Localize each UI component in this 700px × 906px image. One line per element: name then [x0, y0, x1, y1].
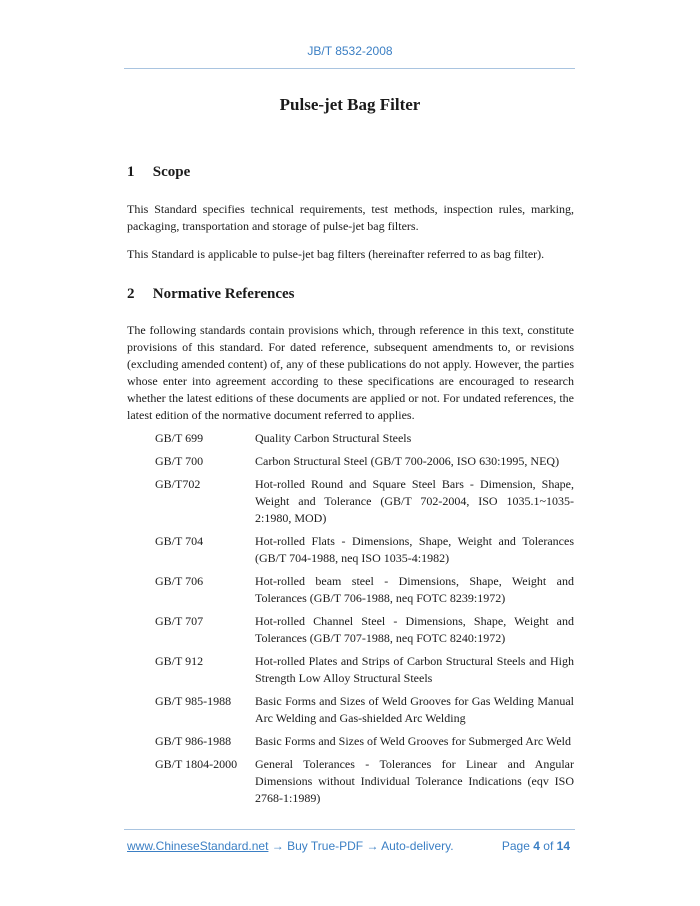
section-heading-scope: [127, 164, 190, 181]
reference-title: Hot-rolled Channel Steel - Dimensions, Shape, Weight and Tolerances (GB/T 707-1988, neq FOTC 8240:1972): [255, 614, 574, 645]
section-title: Normative References: [152, 286, 295, 302]
reference-item: [155, 613, 574, 647]
reference-code: GB/T 985-1988: [155, 694, 232, 708]
page-word: Page: [501, 839, 530, 853]
reference-code: GB/T 986-1988: [155, 734, 232, 748]
page-of: of: [543, 839, 554, 853]
reference-title: Hot-rolled Plates and Strips of Carbon Structural Steels and High Strength Low Alloy Structural Steels: [255, 654, 574, 685]
reference-list: [155, 430, 574, 813]
reference-code: GB/T 707: [155, 614, 204, 628]
reference-item: [155, 653, 574, 687]
reference-item: [155, 533, 574, 567]
reference-item: [155, 476, 574, 527]
footer-divider: [124, 829, 575, 830]
reference-title: Basic Forms and Sizes of Weld Grooves for Gas Welding Manual Arc Welding and Gas-shielded Arc Welding: [255, 694, 574, 725]
scope-paragraph-1: This Standard specifies technical requirements, test methods, inspection rules, marking, packaging, transportation and storage of pulse-jet bag filters.: [127, 202, 574, 233]
reference-code: GB/T 700: [155, 454, 204, 468]
reference-code: GB/T 699: [155, 431, 204, 445]
header-divider: [124, 68, 575, 69]
references-intro-paragraph: The following standards contain provisions which, through reference in this text, constitute provisions of this standard. For dated reference, subsequent amendments to, or revisions (excluding amended content) of, any of these publications do not apply. However, the parties whose enter into agreement according to these specifications are encouraged to research whether the latest editions of these documents are applied or not. For undated references, the latest edition of the normative document referred to applies.: [127, 323, 574, 422]
reference-title: Carbon Structural Steel (GB/T 700-2006, ISO 630:1995, NEQ): [255, 454, 560, 468]
section-title: Scope: [152, 164, 191, 180]
reference-item: [155, 693, 574, 727]
reference-item: [155, 573, 574, 607]
reference-title: Hot-rolled Round and Square Steel Bars - Dimension, Shape, Weight and Tolerance (GB/T 702-2004, ISO 1035.1~1035-2:1980, MOD): [255, 477, 574, 525]
page-current: 4: [533, 839, 540, 853]
section-number: 1: [127, 164, 135, 180]
document-title: Pulse-jet Bag Filter: [279, 95, 421, 114]
footer-tagline: → Buy True-PDF → Auto-delivery.: [268, 839, 454, 853]
page-footer: [127, 839, 574, 853]
reference-title: Quality Carbon Structural Steels: [255, 431, 412, 445]
running-header: JB/T 8532-2008: [307, 44, 393, 58]
reference-item: [155, 453, 574, 470]
scope-paragraph-2: This Standard is applicable to pulse-jet bag filters (hereinafter referred to as bag filter).: [127, 247, 545, 261]
reference-code: GB/T 1804-2000: [155, 757, 238, 771]
reference-title: Basic Forms and Sizes of Weld Grooves for Submerged Arc Weld: [255, 734, 572, 748]
section-heading-normative-references: [127, 286, 295, 303]
reference-code: GB/T 912: [155, 654, 204, 668]
section-number: 2: [127, 286, 135, 302]
reference-item: [155, 733, 574, 750]
reference-title: Hot-rolled Flats - Dimensions, Shape, Weight and Tolerances (GB/T 704-1988, neq ISO 1035-4:1982): [255, 534, 574, 565]
page-indicator: [502, 839, 570, 853]
reference-title: Hot-rolled beam steel - Dimensions, Shape, Weight and Tolerances (GB/T 706-1988, neq FOTC 8239:1972): [255, 574, 574, 605]
reference-code: GB/T 704: [155, 534, 204, 548]
reference-item: [155, 756, 574, 807]
reference-code: GB/T 706: [155, 574, 204, 588]
page-total: 14: [556, 839, 570, 853]
site-link[interactable]: www.ChineseStandard.net: [127, 839, 269, 853]
reference-code: GB/T702: [155, 477, 201, 491]
reference-title: General Tolerances - Tolerances for Linear and Angular Dimensions without Individual Tolerance Indications (eqv ISO 2768-1:1989): [255, 757, 574, 805]
reference-item: [155, 430, 574, 447]
